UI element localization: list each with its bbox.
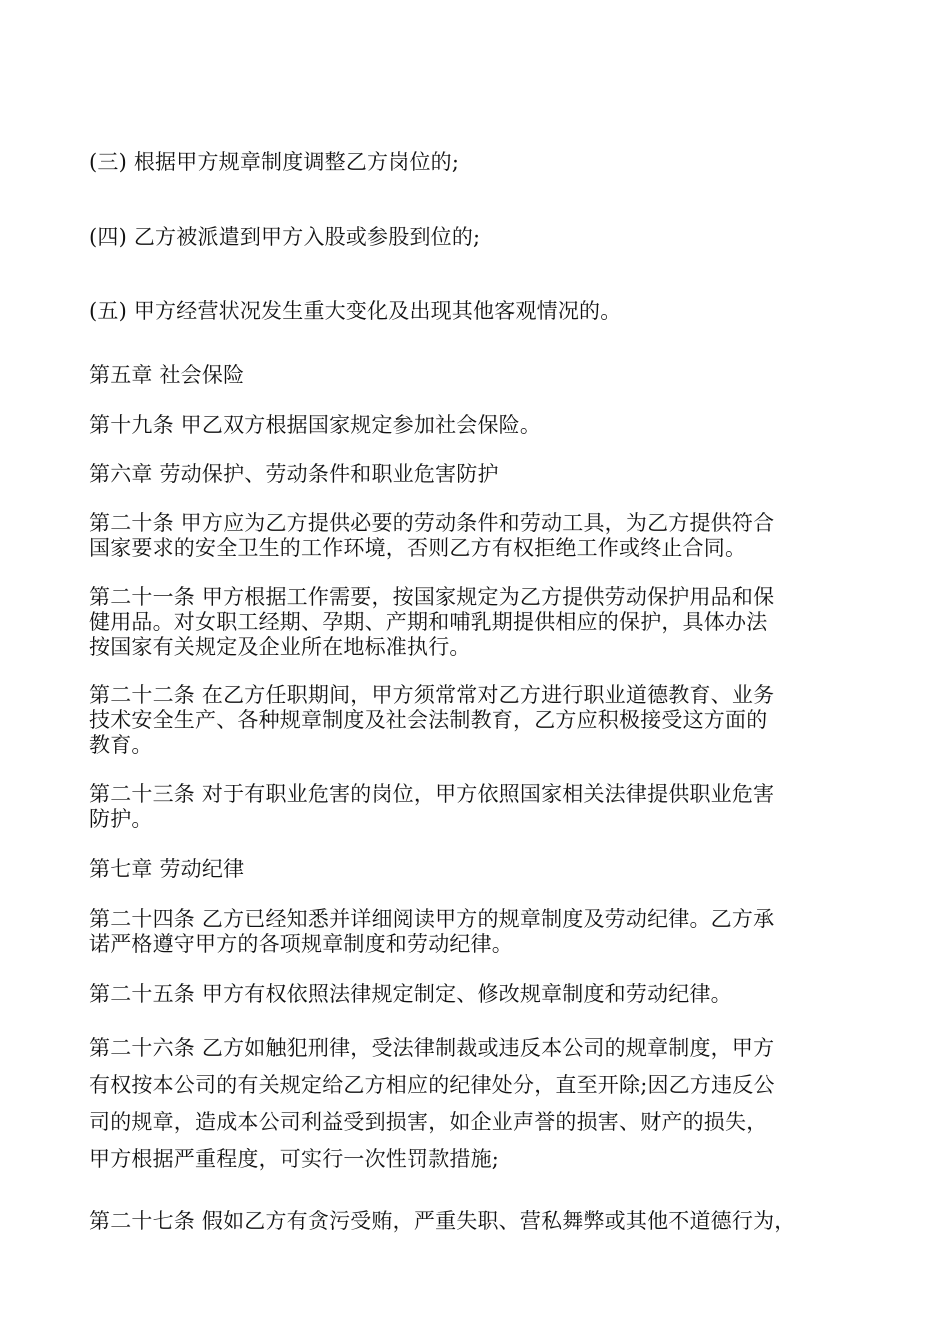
article-21-line: 健用品。对女职工经期、孕期、产期和哺乳期提供相应的保护，具体办法 [89,610,768,634]
article-23-line: 第二十三条 对于有职业危害的岗位，甲方依照国家相关法律提供职业危害 [89,782,775,806]
article-26-line: 司的规章，造成本公司利益受到损害，如企业声誉的损害、财产的损失， [89,1110,768,1134]
article-23 [89,782,869,832]
article-24-line: 诺严格遵守甲方的各项规章制度和劳动纪律。 [89,932,513,956]
clause-item-3: (三) 根据甲方规章制度调整乙方岗位的; [89,150,460,174]
article-20-line: 第二十条 甲方应为乙方提供必要的劳动条件和劳动工具，为乙方提供符合 [89,511,775,535]
article-19: 第十九条 甲乙双方根据国家规定参加社会保险。 [89,413,542,437]
article-24-line: 第二十四条 乙方已经知悉并详细阅读甲方的规章制度及劳动纪律。乙方承 [89,907,775,931]
article-22-line: 教育。 [89,733,153,757]
article-26-line: 甲方根据严重程度，可实行一次性罚款措施; [89,1147,500,1171]
article-20 [89,511,869,561]
article-22 [89,683,869,758]
article-24 [89,907,869,957]
article-21-line: 按国家有关规定及企业所在地标准执行。 [89,635,471,659]
chapter-5-heading: 第五章 社会保险 [89,363,245,387]
chapter-7-heading: 第七章 劳动纪律 [89,857,245,881]
clause-item-5: (五) 甲方经营状况发生重大变化及出现其他客观情况的。 [89,299,622,323]
chapter-6-heading: 第六章 劳动保护、劳动条件和职业危害防护 [89,462,499,486]
clause-item-4: (四) 乙方被派遣到甲方入股或参股到位的; [89,225,481,249]
article-26 [89,1030,869,1178]
article-21-line: 第二十一条 甲方根据工作需要，按国家规定为乙方提供劳动保护用品和保 [89,585,775,609]
article-25: 第二十五条 甲方有权依照法律规定制定、修改规章制度和劳动纪律。 [89,982,732,1006]
article-23-line: 防护。 [89,807,153,831]
article-22-line: 第二十二条 在乙方任职期间，甲方须常常对乙方进行职业道德教育、业务 [89,683,775,707]
article-20-line: 国家要求的安全卫生的工作环境，否则乙方有权拒绝工作或终止合同。 [89,536,747,560]
article-22-line: 技术安全生产、各种规章制度及社会法制教育，乙方应积极接受这方面的 [89,708,768,732]
article-26-line: 有权按本公司的有关规定给乙方相应的纪律处分，直至开除;因乙方违反公 [89,1073,775,1097]
article-27: 第二十七条 假如乙方有贪污受贿，严重失职、营私舞弊或其他不道德行为， [89,1209,796,1233]
article-21 [89,585,869,660]
article-26-line: 第二十六条 乙方如触犯刑律，受法律制裁或违反本公司的规章制度，甲方 [89,1036,775,1060]
